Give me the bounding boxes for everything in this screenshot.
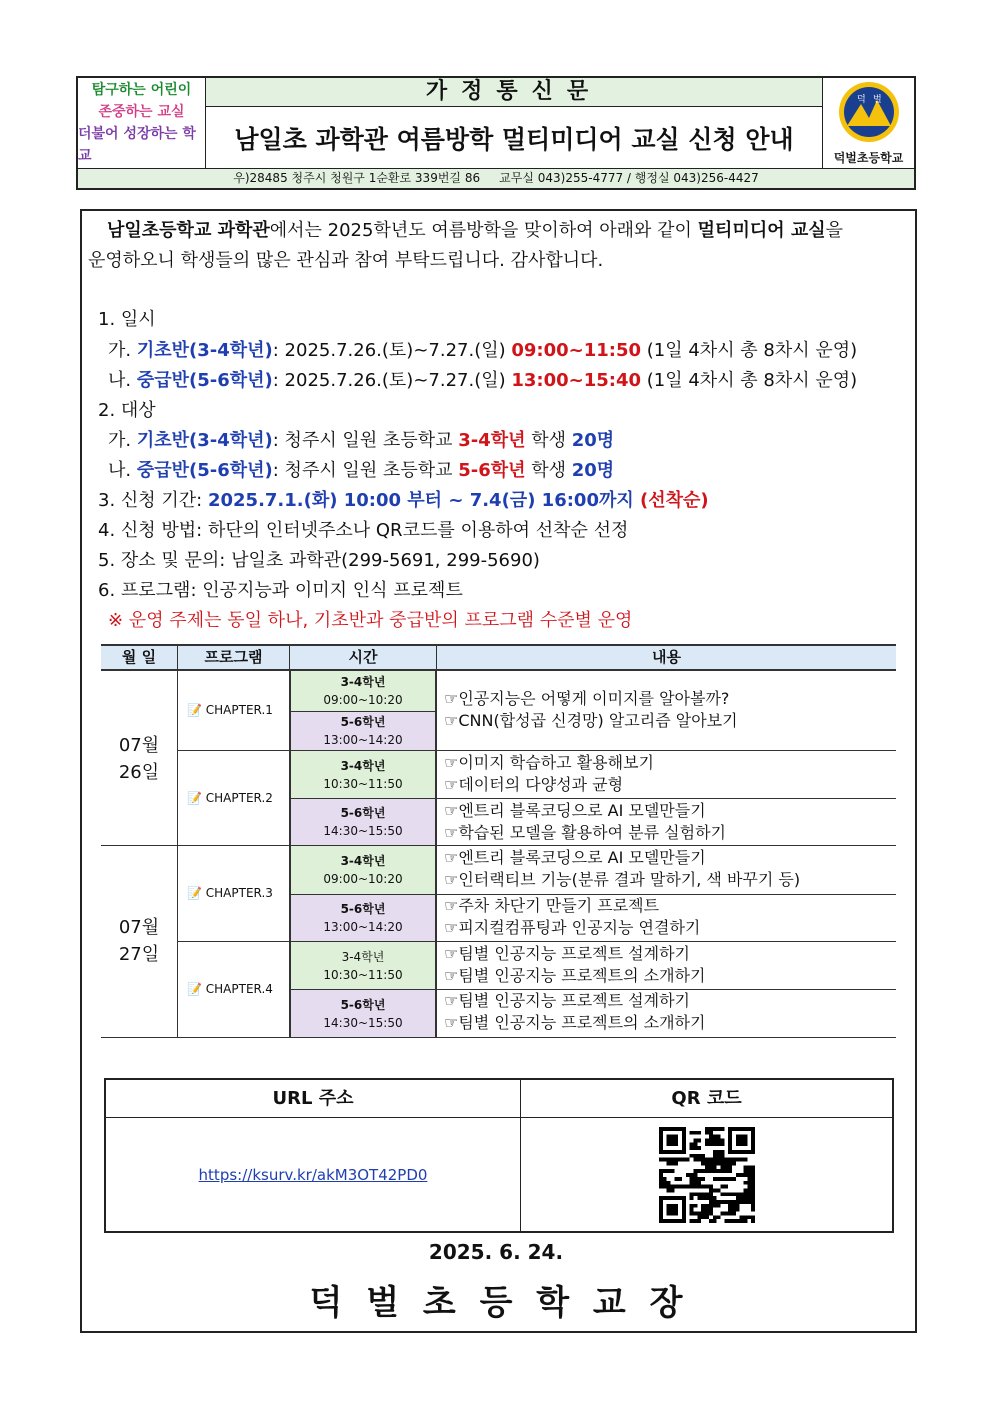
content-block-7	[444, 990, 705, 1034]
date-day-1	[101, 732, 177, 786]
table-header-rule	[101, 669, 896, 671]
slogan-line-2: 존중하는 교실	[98, 104, 185, 120]
slot-grade: 3-4학년	[340, 675, 386, 689]
url-header: URL 주소	[106, 1080, 521, 1118]
content-line: ☞데이터의 다양성과 균형	[444, 775, 624, 794]
header-program: 프로그램	[178, 646, 289, 669]
time-slot-6	[290, 894, 436, 941]
item-3-period: 2025.7.1.(화) 10:00 부터 ~ 7.4(금) 16:00까지	[207, 490, 634, 511]
date-month: 07월	[118, 735, 160, 756]
logo-char-2: 벌	[872, 95, 882, 105]
item-2-a-count: 20명	[571, 430, 615, 451]
slot-time: 09:00~10:20	[323, 872, 403, 886]
item-1-b-time: 13:00~15:40	[511, 370, 642, 391]
content-block-4	[444, 847, 800, 891]
date-day: 27일	[118, 944, 160, 965]
intro-line-1	[107, 216, 843, 246]
item-1-a-time: 09:00~11:50	[511, 340, 642, 361]
item-1-a-date: : 2025.7.26.(토)~7.27.(일)	[272, 340, 512, 361]
document-icon: 📝	[187, 703, 202, 717]
slot-time: 10:30~11:50	[323, 967, 403, 982]
time-slot-4	[290, 798, 436, 845]
content-line: ☞인터랙티브 기능(분류 결과 말하기, 색 바꾸기 등)	[444, 870, 801, 889]
school-logo	[822, 78, 914, 168]
intro-bold-1: 남일초등학교 과학관	[107, 220, 270, 241]
item-2-a-word: 학생	[525, 430, 572, 451]
document-icon: 📝	[187, 791, 202, 805]
school-emblem-icon	[833, 78, 905, 144]
content-line: ☞엔트리 블록코딩으로 AI 모델만들기	[444, 801, 706, 820]
slot-time: 14:30~15:50	[323, 824, 403, 838]
item-2-a-grade: 3-4학년	[458, 430, 526, 451]
application-link-box	[104, 1078, 894, 1233]
item-5: 5. 장소 및 문의: 남일초 과학관(299-5691, 299-5690)	[98, 550, 540, 571]
chapter-1	[187, 703, 273, 717]
content-line: ☞CNN(합성곱 신경망) 알고리즘 알아보기	[444, 711, 738, 730]
program-notice: ※ 운영 주제는 동일 하나, 기초반과 중급반의 프로그램 수준별 운영	[108, 610, 633, 631]
slogan-line-1: 탐구하는 어린이	[91, 82, 192, 98]
item-1-b-date: : 2025.7.26.(토)~7.27.(일)	[272, 370, 512, 391]
row-divider	[178, 750, 896, 751]
issue-date: 2025. 6. 24.	[428, 1240, 564, 1264]
slot-time: 13:00~14:20	[323, 733, 403, 747]
intro-line-2: 운영하오니 학생들의 많은 관심과 참여 부탁드립니다. 감사합니다.	[88, 250, 604, 271]
content-block-6	[444, 943, 705, 987]
date-month: 07월	[118, 917, 160, 938]
chapter-label: CHAPTER.2	[205, 791, 273, 805]
slot-grade: 3-4학년	[341, 949, 385, 964]
col-divider	[177, 644, 178, 1038]
school-phones: 교무실 043)255-4777 / 행정실 043)256-4427	[499, 171, 759, 185]
item-2-b-mid: : 청주시 일원 초등학교	[272, 460, 459, 481]
col-divider	[436, 644, 437, 1038]
time-slot-3	[290, 751, 436, 798]
chapter-4	[187, 982, 273, 996]
slot-grade: 5-6학년	[340, 902, 386, 916]
item-4: 4. 신청 방법: 하단의 인터넷주소나 QR코드를 이용하여 선착순 선정	[98, 520, 629, 541]
item-1-a	[108, 336, 857, 366]
url-cell	[106, 1118, 521, 1231]
item-3-note: (선착순)	[633, 490, 709, 511]
item-1-heading: 1. 일시	[98, 309, 156, 330]
slot-time: 09:00~10:20	[323, 693, 403, 707]
newsletter-label: 가정통신문	[206, 78, 822, 107]
school-slogan	[78, 78, 206, 168]
content-line: ☞이미지 학습하고 활용해보기	[444, 753, 654, 772]
intro-text-2: 을	[825, 220, 844, 241]
content-line: ☞주차 차단기 만들기 프로젝트	[444, 896, 660, 915]
item-1-a-class: 기초반(3-4학년)	[136, 340, 273, 361]
chapter-label: CHAPTER.1	[205, 703, 273, 717]
principal-signature: 덕 벌 초 등 학 교 장	[309, 1283, 683, 1323]
time-slot-8	[290, 989, 436, 1037]
school-address-bar	[78, 168, 914, 188]
item-2-heading: 2. 대상	[98, 400, 156, 421]
content-block-2	[444, 752, 654, 796]
content-line: ☞인공지능은 어떻게 이미지를 알아볼까?	[444, 689, 730, 708]
item-2-a-prefix: 가.	[108, 430, 137, 451]
content-line: ☞팀별 인공지능 프로젝트의 소개하기	[444, 1013, 706, 1032]
qr-header: QR 코드	[521, 1080, 892, 1118]
row-divider	[178, 941, 896, 942]
chapter-label: CHAPTER.4	[205, 982, 273, 996]
slot-time: 10:30~11:50	[323, 776, 403, 791]
school-name: 덕벌초등학교	[833, 151, 904, 165]
content-block-5	[444, 895, 700, 939]
item-1-b	[108, 366, 857, 396]
school-address: 우)28485 청주시 청원구 1순환로 339번길 86	[233, 171, 481, 185]
item-2-b-prefix: 나.	[108, 460, 137, 481]
qr-cell	[521, 1118, 892, 1231]
item-2-a	[108, 426, 614, 456]
date-day: 26일	[118, 762, 160, 783]
item-1-b-note: (1일 4차시 총 8차시 운영)	[641, 370, 858, 391]
header-date: 월 일	[101, 646, 177, 669]
chapter-2	[187, 791, 273, 805]
content-block-3	[444, 800, 726, 844]
logo-char-1: 덕	[856, 95, 866, 105]
slot-time: 13:00~14:20	[323, 920, 403, 934]
newsletter-header	[76, 76, 916, 190]
content-line: ☞엔트리 블록코딩으로 AI 모델만들기	[444, 848, 706, 867]
header-time: 시간	[290, 646, 436, 669]
item-1-b-prefix: 나.	[108, 370, 137, 391]
item-2-b-word: 학생	[525, 460, 572, 481]
item-2-b-class: 중급반(5-6학년)	[136, 460, 273, 481]
application-url-link[interactable]: https://ksurv.kr/akM3OT42PD0	[198, 1165, 428, 1184]
content-line: ☞팀별 인공지능 프로젝트 설계하기	[444, 991, 690, 1010]
content-line: ☞팀별 인공지능 프로젝트 설계하기	[444, 944, 690, 963]
item-2-a-class: 기초반(3-4학년)	[136, 430, 273, 451]
item-1-b-class: 중급반(5-6학년)	[136, 370, 273, 391]
slot-grade: 5-6학년	[340, 997, 386, 1012]
item-2-b	[108, 456, 614, 486]
content-line: ☞피지컬컴퓨팅과 인공지능 연결하기	[444, 918, 701, 937]
intro-bold-2: 멀티미디어 교실	[697, 220, 826, 241]
document-icon: 📝	[187, 886, 202, 900]
item-2-b-grade: 5-6학년	[458, 460, 526, 481]
slogan-line-3: 더불어 성장하는 학교	[78, 126, 196, 164]
time-slot-7	[290, 942, 436, 989]
document-icon: 📝	[187, 982, 202, 996]
item-3-label: 3. 신청 기간:	[98, 490, 208, 511]
qr-code-icon[interactable]	[659, 1127, 755, 1223]
slot-grade: 3-4학년	[340, 854, 386, 868]
slot-grade: 5-6학년	[340, 806, 386, 820]
item-2-a-mid: : 청주시 일원 초등학교	[272, 430, 459, 451]
item-2-b-count: 20명	[571, 460, 615, 481]
row-divider	[101, 845, 896, 846]
time-slot-5	[290, 846, 436, 894]
content-block-1	[444, 688, 738, 732]
item-3	[98, 486, 709, 516]
content-line: ☞팀별 인공지능 프로젝트의 소개하기	[444, 966, 706, 985]
slot-grade: 3-4학년	[340, 758, 386, 773]
date-day-2	[101, 914, 177, 968]
page-title: 남일초 과학관 여름방학 멀티미디어 교실 신청 안내	[234, 124, 794, 154]
table-bottom-rule	[101, 1037, 896, 1038]
chapter-label: CHAPTER.3	[205, 886, 273, 900]
item-1-a-note: (1일 4차시 총 8차시 운영)	[641, 340, 858, 361]
intro-text-1: 에서는 2025학년도 여름방학을 맞이하여 아래와 같이	[269, 220, 698, 241]
header-content: 내용	[437, 646, 896, 669]
time-slot-1	[290, 671, 436, 711]
slot-time: 14:30~15:50	[323, 1015, 403, 1030]
item-6: 6. 프로그램: 인공지능과 이미지 인식 프로젝트	[98, 580, 463, 601]
slot-grade: 5-6학년	[340, 715, 386, 729]
item-1-a-prefix: 가.	[108, 340, 137, 361]
row-divider	[436, 798, 896, 799]
content-line: ☞학습된 모델을 활용하여 분류 실험하기	[444, 823, 726, 842]
schedule-table	[101, 644, 896, 1038]
time-slot-2	[290, 711, 436, 750]
chapter-3	[187, 886, 273, 900]
